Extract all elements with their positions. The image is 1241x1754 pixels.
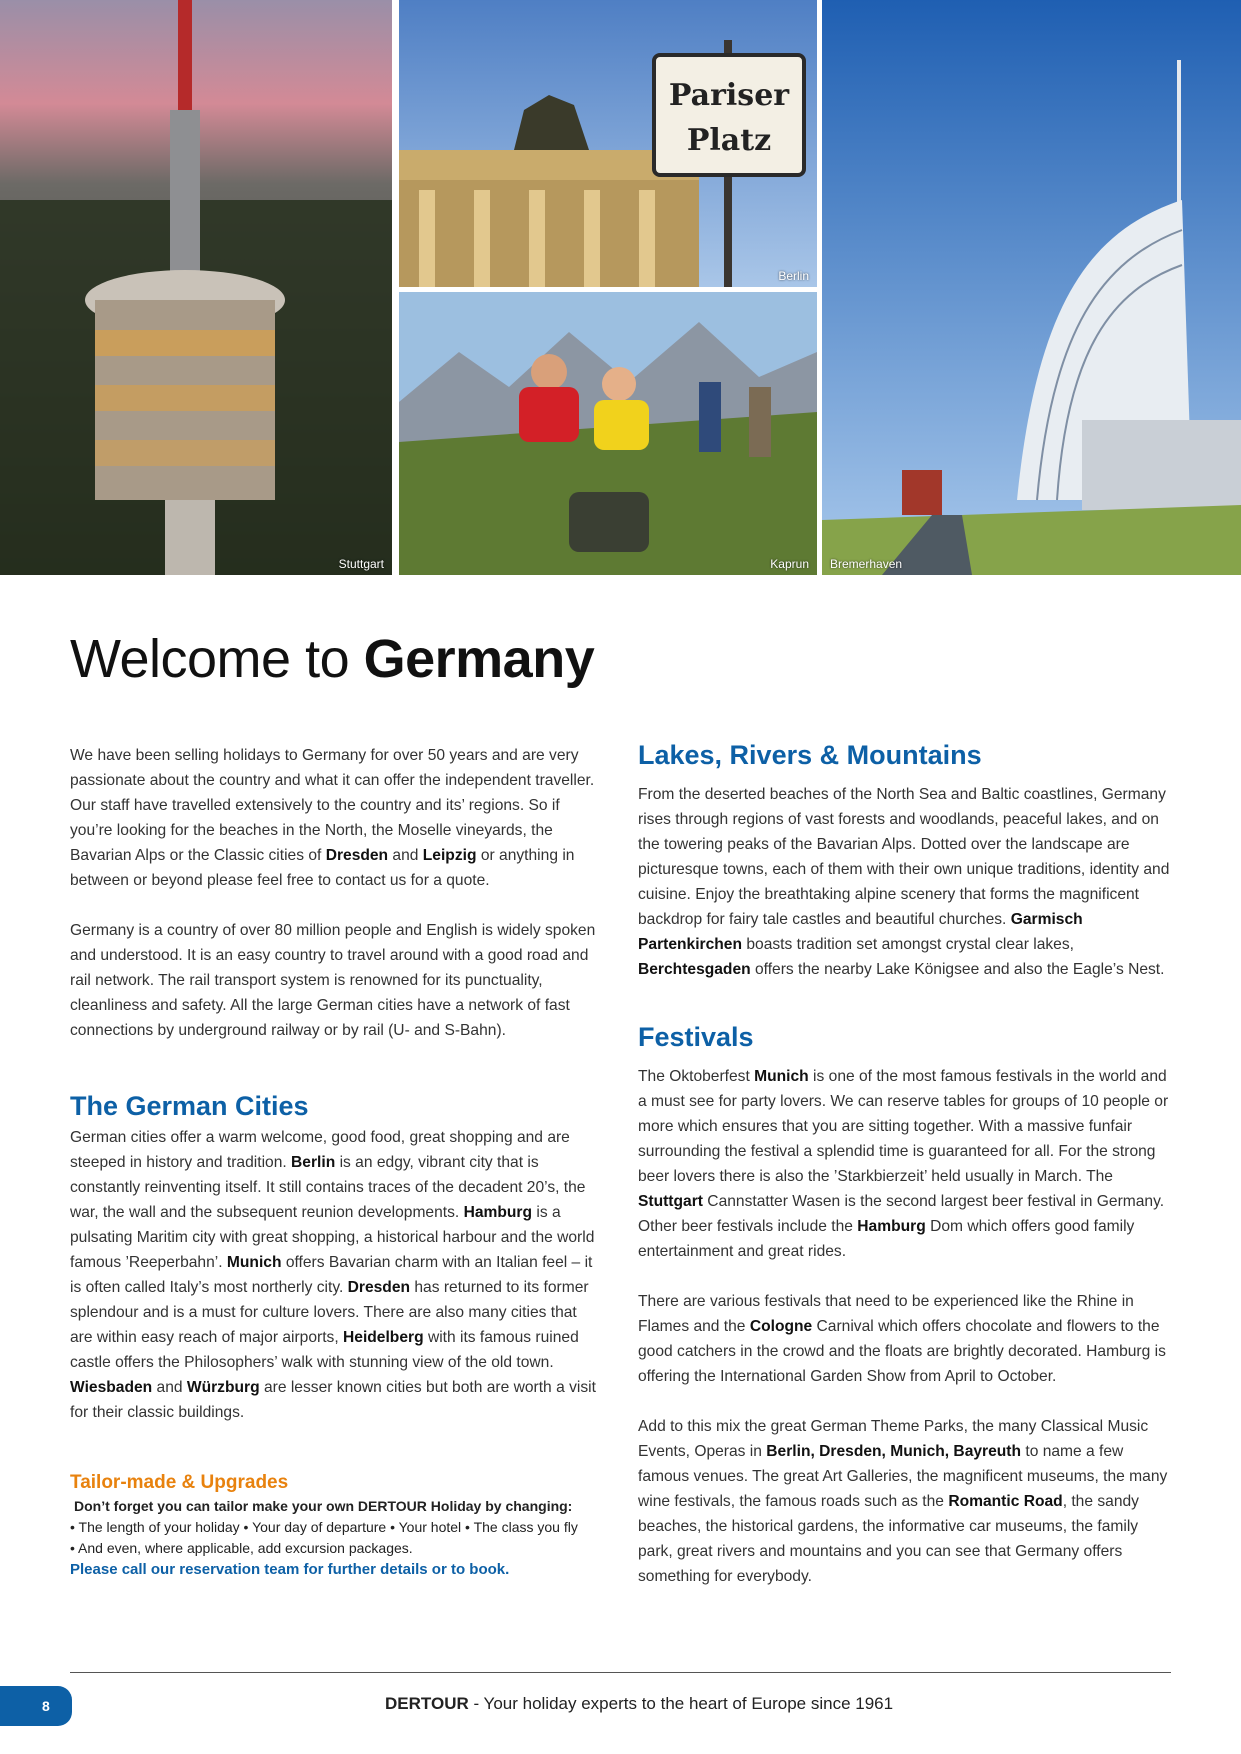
cities-paragraph (70, 1125, 600, 1425)
city-name: Würzburg (186, 1379, 260, 1396)
photo-stuttgart-tv-tower (0, 0, 392, 575)
sign-text-line1: Pariser (668, 78, 790, 113)
text-run: German cities offer a warm welcome, good food, great shopping and are steeped in history and tradition. (70, 1129, 570, 1171)
text-run: Carnival which offers chocolate and flowers to the good catchers in the crowd and the floats are brightly decorated. Hamburg is offering the International Garden Show from April to October. (638, 1318, 1166, 1385)
lakes-paragraph (638, 782, 1173, 982)
city-name: Cologne (749, 1318, 813, 1335)
city-name: Stuttgart (638, 1193, 703, 1210)
city-name: Berlin, Dresden, Munich, Bayreuth (766, 1443, 1022, 1460)
footer-tagline-text: - Your holiday experts to the heart of Europe since 1961 (468, 1694, 894, 1713)
tailor-made-bullets: • The length of your holiday • Your day of departure • Your hotel • The class you fly (70, 1519, 578, 1535)
kaprun-illustration (399, 292, 817, 575)
text-run: offers the nearby Lake Königsee and also the Eagle’s Nest. (750, 961, 1165, 978)
city-name: Heidelberg (343, 1329, 424, 1346)
section-heading-festivals: Festivals (638, 1022, 754, 1052)
photo-kaprun-hikers (399, 292, 817, 575)
page-number-badge: 8 (0, 1686, 72, 1726)
city-name: Hamburg (857, 1218, 926, 1235)
left-column (70, 743, 600, 1425)
city-name: Dresden (325, 847, 389, 864)
intro-paragraph (70, 743, 600, 893)
photo-bremerhaven-hotel (822, 0, 1241, 575)
tailor-made-bullets: • And even, where applicable, add excursion packages. (70, 1540, 413, 1556)
tailor-made-heading: Tailor-made & Upgrades (70, 1472, 289, 1493)
tailor-made-section (70, 1470, 630, 1581)
page-title (70, 628, 594, 690)
text-run: with its famous ruined castle offers the Philosophers’ walk with stunning view of the old town. (70, 1329, 579, 1371)
festivals-paragraph (638, 1064, 1173, 1264)
tailor-made-intro: Don’t forget you can tailor make your own DERTOUR Holiday by changing: (74, 1498, 573, 1514)
text-run: offers Bavarian charm with an Italian feel – it is often called Italy’s most northerly city. (70, 1254, 593, 1296)
text-run: boasts tradition set amongst crystal clear lakes, (742, 936, 1074, 953)
text-run: to name a few famous venues. The great Art Galleries, the magnificent museums, the many wine festivals, the famous roads such as the (638, 1443, 1168, 1510)
place-name: Romantic Road (948, 1493, 1063, 1510)
city-name: Leipzig (422, 847, 477, 864)
text-run: is a pulsating Maritim city with great shopping, a historical harbour and the world famous ’Reeperbahn’. (70, 1204, 595, 1271)
text-run: is an edgy, vibrant city that is constantly reinventing itself. It still contains traces of the decadent 20’s, the war, the wall and the subsequent reunion developments. (70, 1154, 586, 1221)
city-name: Munich (226, 1254, 282, 1271)
stuttgart-illustration (0, 0, 392, 575)
text-run: The Oktoberfest (638, 1068, 755, 1085)
text-run: or anything in between or beyond please feel free to contact us for a quote. (70, 847, 575, 889)
text-run: is one of the most famous festivals in the world and a must see for party lovers. We can reserve tables for groups of 10 people or more which ensures that you are sitting together. With a massive funfair surrounding the festival a splendid time is guaranteed for all. For the strong beer lovers there is also the ’Starkbierzeit’ held usually in March. The (638, 1068, 1169, 1185)
city-name: Munich (754, 1068, 809, 1085)
photo-caption: Bremerhaven (830, 557, 903, 571)
berlin-illustration (399, 0, 817, 287)
footer-tagline (385, 1694, 893, 1714)
text-run: Dom which offers good family entertainment and great rides. (638, 1218, 1135, 1260)
page-title-bold: Germany (363, 629, 595, 689)
city-name: Dresden (347, 1279, 411, 1296)
bremerhaven-illustration (822, 0, 1241, 575)
photo-caption: Kaprun (770, 557, 809, 571)
city-name: Hamburg (463, 1204, 533, 1221)
text-run: and (388, 847, 423, 864)
text-run: Cannstatter Wasen is the second largest beer festival in Germany. Other beer festivals include the (638, 1193, 1165, 1235)
festivals-paragraph (638, 1289, 1173, 1389)
place-name: Berchtesgaden (638, 961, 751, 978)
text-run: From the deserted beaches of the North Sea and Baltic coastlines, Germany rises through regions of vast forests and woodlands, peaceful lakes, and on the towering peaks of the Bavarian Alps. Dotted over the landscape are picturesque towns, each of them with their own unique traditions, identity and cuisine. Enjoy the breathtaking alpine scenery that forms the magnificent backdrop for fairy tale castles and beautiful churches. (638, 786, 1170, 928)
text-run: There are various festivals that need to be experienced like the Rhine in Flames and the (638, 1293, 1134, 1335)
place-name: Garmisch Partenkirchen (638, 911, 1083, 953)
footer-divider (70, 1672, 1171, 1673)
footer-brand: DERTOUR (385, 1694, 469, 1713)
city-name: Berlin (291, 1154, 336, 1171)
text-run: , the sandy beaches, the historical gardens, the informative car museums, the family park, great rivers and mountains and you can see that Germany offers something for everybody. (638, 1493, 1139, 1585)
photo-caption: Berlin (778, 269, 809, 283)
text-run: are lesser known cities but both are worth a visit for their classic buildings. (70, 1379, 596, 1421)
section-heading-lakes-rivers-mountains: Lakes, Rivers & Mountains (638, 740, 982, 770)
country-paragraph: Germany is a country of over 80 million people and English is widely spoken and understood. It is an easy country to travel around with a good road and rail network. The rail transport system is renowned for its punctuality, cleanliness and safety. All the large German cities have a network of fast connections by underground railway or by rail (U- and S-Bahn). (70, 922, 596, 1039)
text-run: and (152, 1379, 187, 1396)
text-run: has returned to its former splendour and is a must for culture lovers. There are also many cities that are within easy reach of major airports, (70, 1279, 589, 1346)
section-heading-german-cities: The German Cities (70, 1091, 309, 1121)
text-run: We have been selling holidays to Germany for over 50 years and are very passionate about the country and what it can offer the independent traveller. Our staff have travelled extensively to the country and its’ regions. So if you’re looking for the beaches in the North, the Moselle vineyards, the Bavarian Alps or the Classic cities of (70, 747, 595, 864)
festivals-paragraph (638, 1414, 1173, 1589)
city-name: Wiesbaden (70, 1379, 153, 1396)
page-title-light: Welcome to (70, 629, 364, 689)
photo-caption: Stuttgart (338, 557, 384, 571)
reservation-call-to-action: Please call our reservation team for further details or to book. (70, 1561, 510, 1578)
text-run: Add to this mix the great German Theme Parks, the many Classical Music Events, Operas in (638, 1418, 1149, 1460)
photo-berlin-pariser-platz (399, 0, 817, 287)
sign-text-line2: Platz (686, 123, 772, 158)
